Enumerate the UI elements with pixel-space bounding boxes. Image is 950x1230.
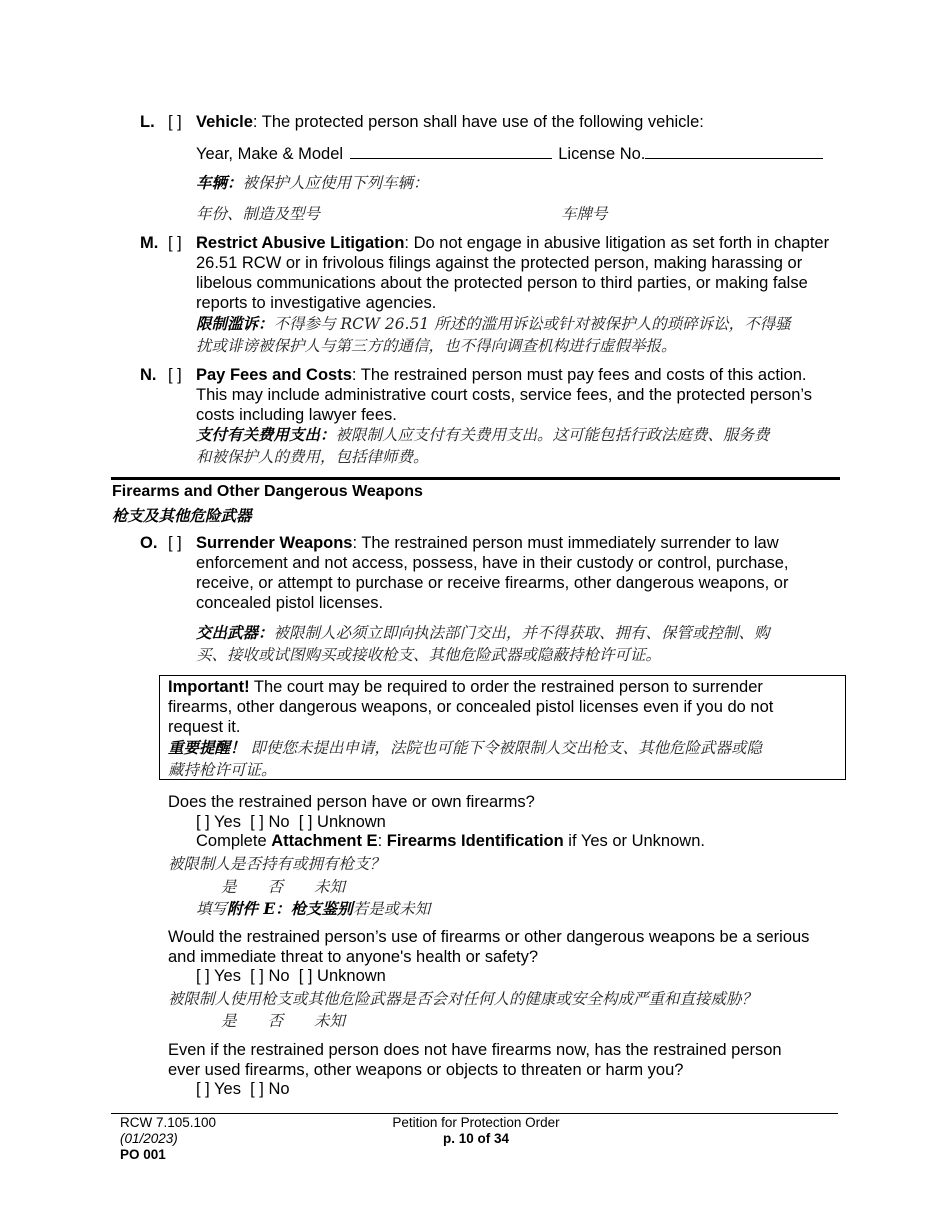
year-make-model-field[interactable] <box>350 141 552 159</box>
important-line: request it. <box>168 718 241 736</box>
footer-center <box>389 1115 563 1147</box>
item-m-title: Restrict Abusive Litigation <box>196 234 405 252</box>
item-m-line: 26.51 RCW or in frivolous filings against the protected person, making harassing or <box>196 254 803 272</box>
important-line: The court may be required to order the restrained person to surrender <box>249 678 763 696</box>
item-l-title: Vehicle <box>196 113 253 131</box>
important-label: Important! <box>168 678 250 696</box>
item-o-line: : The restrained person must immediately surrender to law <box>352 534 779 552</box>
q3-line: Even if the restrained person does not have firearms now, has the restrained person <box>168 1041 782 1059</box>
item-o-line: concealed pistol licenses. <box>196 594 384 612</box>
important-zh-line: 藏持枪许可证。 <box>168 761 277 779</box>
footer-title: Petition for Protection Order <box>392 1115 560 1130</box>
q1-zh-instruction <box>196 897 430 919</box>
item-m-zh <box>196 313 791 357</box>
q1-colon: : <box>377 832 387 850</box>
year-make-model-label: Year, Make & Model <box>196 145 344 163</box>
q2-options[interactable]: [ ] Yes [ ] No [ ] Unknown <box>196 967 386 985</box>
item-l-zh-title: 车辆： <box>196 173 243 192</box>
q2-zh-options: 是 否 未知 <box>221 1012 346 1030</box>
attachment-name: Firearms Identification <box>386 832 564 850</box>
item-n-line: costs including lawyer fees. <box>196 406 397 424</box>
item-m-zh-line: 扰或诽谤被保护人与第三方的通信，也不得向调查机构进行虚假举报。 <box>196 337 677 355</box>
q1-options[interactable]: [ ] Yes [ ] No [ ] Unknown <box>196 813 386 831</box>
item-o-zh-title: 交出武器： <box>196 623 274 642</box>
item-n-zh <box>196 424 770 468</box>
important-zh <box>168 737 762 781</box>
item-o-line: enforcement and not access, possess, have in their custody or control, purchase, <box>196 554 789 572</box>
q1-zh-suffix: 若是或未知 <box>352 900 431 918</box>
item-n-line: : The restrained person must pay fees and costs of this action. <box>351 366 807 384</box>
item-o-letter: O. <box>140 534 158 552</box>
important-zh-label: 重要提醒！ <box>168 738 246 757</box>
item-l-text <box>196 112 704 132</box>
item-l-zh <box>196 171 429 193</box>
footer-form-number: PO 001 <box>120 1147 166 1162</box>
q1-complete-prefix: Complete <box>196 832 272 850</box>
item-m-text <box>196 233 829 313</box>
q2-line: Would the restrained person’s use of firearms or other dangerous weapons be a serious <box>168 928 810 946</box>
q1-question: Does the restrained person have or own firearms? <box>168 793 535 811</box>
item-l-body: : The protected person shall have use of the following vehicle: <box>252 113 704 131</box>
zh-year-make-model-label: 年份、制造及型号 <box>196 205 321 223</box>
important-text <box>168 677 773 737</box>
zh-license-label: 车牌号 <box>561 205 608 223</box>
item-o-zh-line: 被限制人必须立即向执法部门交出，并不得获取、拥有、保管或控制、购 <box>273 624 770 642</box>
attachment-e-link: Attachment E <box>271 832 378 850</box>
item-m-zh-title: 限制滥诉： <box>196 314 274 333</box>
item-o-zh-line: 买、接收或试图购买或接收枪支、其他危险武器或隐蔽持枪许可证。 <box>196 646 662 664</box>
item-n-checkbox[interactable]: [ ] <box>168 366 182 384</box>
important-zh-line: 即使您未提出申请，法院也可能下令被限制人交出枪支、其他危险武器或隐 <box>245 739 762 757</box>
item-o-line: receive, or attempt to purchase or receive firearms, other dangerous weapons, or <box>196 574 789 592</box>
item-l-zh-text: 被保护人应使用下列车辆： <box>242 174 429 192</box>
vehicle-fields-row <box>196 141 823 164</box>
q2-zh-question: 被限制人使用枪支或其他危险武器是否会对任何人的健康或安全构成严重和直接威胁？ <box>168 990 758 1008</box>
item-m-line: : Do not engage in abusive litigation as set forth in chapter <box>404 234 830 252</box>
q2-question <box>168 927 809 967</box>
section-divider <box>111 477 840 480</box>
footer-page-number: p. 10 of 34 <box>442 1131 510 1146</box>
footer-date: (01/2023) <box>120 1131 178 1146</box>
q3-line: ever used firearms, other weapons or objects to threaten or harm you? <box>168 1061 684 1079</box>
item-o-zh <box>196 622 770 666</box>
footer-rule <box>111 1113 838 1114</box>
item-o-checkbox[interactable]: [ ] <box>168 534 182 552</box>
item-n-title: Pay Fees and Costs <box>196 366 352 384</box>
section-title: Firearms and Other Dangerous Weapons <box>112 483 423 500</box>
q1-zh-attachment: 附件 E：枪支鉴别 <box>227 899 353 918</box>
q1-complete-instruction <box>196 831 705 851</box>
item-m-line: reports to investigative agencies. <box>196 294 437 312</box>
q3-question <box>168 1040 782 1080</box>
section-zh-title: 枪支及其他危险武器 <box>112 506 252 525</box>
q2-line: and immediate threat to anyone's health or safety? <box>168 948 539 966</box>
q3-options[interactable]: [ ] Yes [ ] No <box>196 1080 290 1098</box>
item-n-letter: N. <box>140 366 157 384</box>
item-o-title: Surrender Weapons <box>196 534 353 552</box>
license-no-field[interactable] <box>645 141 823 159</box>
q1-zh-options: 是 否 未知 <box>221 878 346 896</box>
footer-rcw: RCW 7.105.100 <box>120 1115 217 1130</box>
q1-zh-question: 被限制人是否持有或拥有枪支？ <box>168 855 386 873</box>
item-m-checkbox[interactable]: [ ] <box>168 234 182 252</box>
q1-complete-suffix: if Yes or Unknown. <box>563 832 705 850</box>
item-n-line: This may include administrative court costs, service fees, and the protected person’s <box>196 386 812 404</box>
item-n-zh-title: 支付有关费用支出： <box>196 425 336 444</box>
license-no-label: License No. <box>558 145 646 163</box>
item-n-zh-line: 和被保护人的费用，包括律师费。 <box>196 448 429 466</box>
item-m-zh-line: 不得参与 RCW 26.51 所述的滥用诉讼或针对被保护人的琐碎诉讼，不得骚 <box>273 315 791 333</box>
item-l-letter: L. <box>140 113 155 131</box>
item-l-checkbox[interactable]: [ ] <box>168 113 182 131</box>
item-m-line: libelous communications about the protected person to third parties, or making false <box>196 274 808 292</box>
important-line: firearms, other dangerous weapons, or concealed pistol licenses even if you do not <box>168 698 774 716</box>
item-o-text <box>196 533 789 613</box>
item-n-text <box>196 365 812 425</box>
item-n-zh-line: 被限制人应支付有关费用支出。这可能包括行政法庭费、服务费 <box>335 426 770 444</box>
q1-zh-prefix: 填写 <box>196 900 228 918</box>
footer-left <box>120 1115 216 1163</box>
item-m-letter: M. <box>140 234 159 252</box>
